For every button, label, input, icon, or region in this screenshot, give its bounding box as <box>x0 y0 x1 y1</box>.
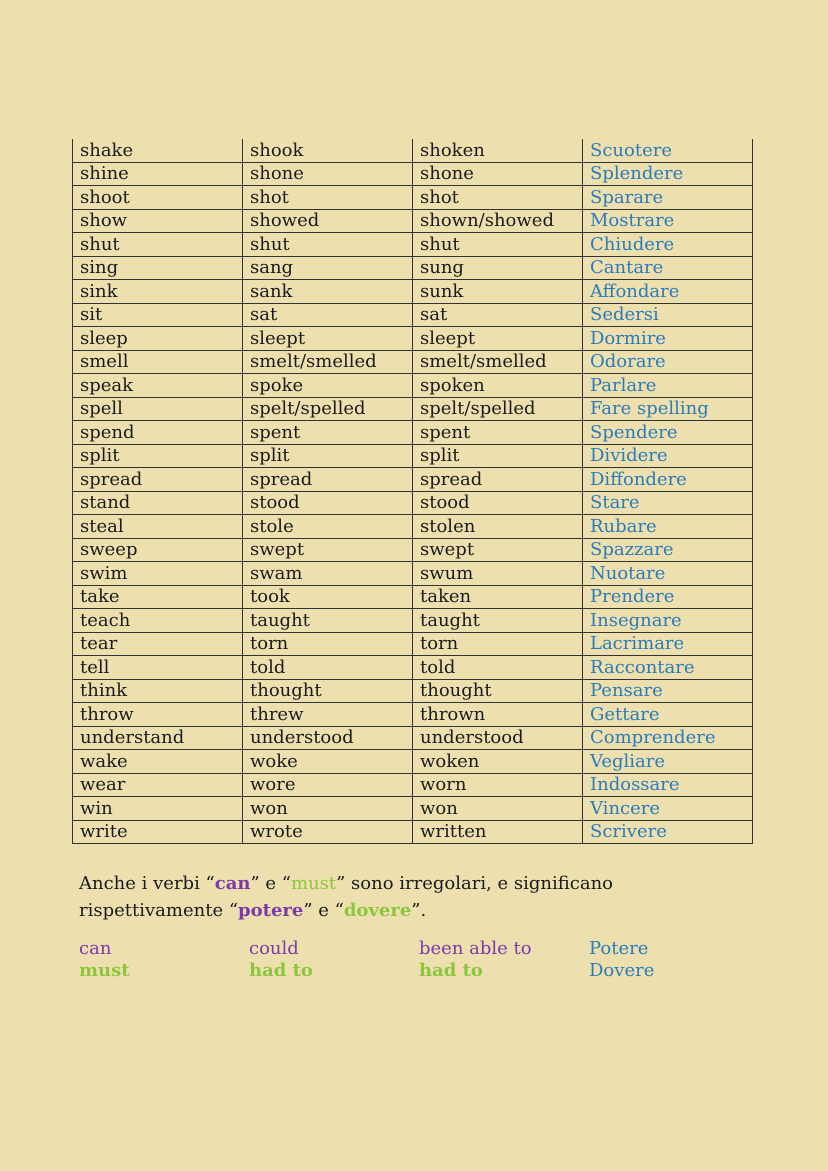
verb-past-simple: torn <box>243 632 413 656</box>
verb-row <box>73 444 753 468</box>
verb-base-form: shoot <box>73 186 243 210</box>
verb-base-form: shut <box>73 233 243 257</box>
verb-row <box>73 350 753 374</box>
verb-past-participle: sleept <box>413 327 583 351</box>
verb-base-form: stand <box>73 491 243 515</box>
verb-translation: Indossare <box>583 773 753 797</box>
verb-past-simple: woke <box>243 750 413 774</box>
verb-row <box>73 703 753 727</box>
verb-base-form: sweep <box>73 538 243 562</box>
verb-base-form: throw <box>73 703 243 727</box>
verb-row <box>73 421 753 445</box>
verb-row <box>73 468 753 492</box>
verb-past-participle: stolen <box>413 515 583 539</box>
verb-row <box>73 609 753 633</box>
irregular-verbs-table <box>72 139 753 844</box>
verb-translation: Sedersi <box>583 303 753 327</box>
verb-past-participle: swept <box>413 538 583 562</box>
verb-base-form: win <box>73 797 243 821</box>
verb-row <box>73 585 753 609</box>
verb-row <box>73 773 753 797</box>
verb-past-participle: told <box>413 656 583 680</box>
note-must: must <box>290 873 337 894</box>
verb-row <box>73 233 753 257</box>
verb-past-simple: shone <box>243 162 413 186</box>
modal-must-participle: had to <box>419 960 483 981</box>
verb-base-form: spell <box>73 397 243 421</box>
verb-past-participle: won <box>413 797 583 821</box>
note-text-4: ” e “ <box>303 900 344 921</box>
verb-translation: Spendere <box>583 421 753 445</box>
modal-must-translation: Dovere <box>589 960 655 981</box>
verb-past-simple: wrote <box>243 820 413 844</box>
verb-past-participle: woken <box>413 750 583 774</box>
verb-translation: Gettare <box>583 703 753 727</box>
modal-verbs-note <box>79 870 739 924</box>
verb-past-simple: shook <box>243 139 413 162</box>
modal-must-past: had to <box>249 960 313 981</box>
verb-past-simple: swept <box>243 538 413 562</box>
verb-past-participle: taken <box>413 585 583 609</box>
verb-past-simple: spoke <box>243 374 413 398</box>
verb-row <box>73 797 753 821</box>
verb-translation: Splendere <box>583 162 753 186</box>
verb-row <box>73 679 753 703</box>
note-potere: potere <box>238 900 304 921</box>
verb-translation: Nuotare <box>583 562 753 586</box>
verb-row <box>73 256 753 280</box>
note-text-1: Anche i verbi “ <box>79 873 215 894</box>
verb-translation: Dividere <box>583 444 753 468</box>
verb-past-simple: sleept <box>243 327 413 351</box>
verb-past-participle: sunk <box>413 280 583 304</box>
verb-past-simple: sank <box>243 280 413 304</box>
verb-base-form: sing <box>73 256 243 280</box>
verb-base-form: shine <box>73 162 243 186</box>
verb-row <box>73 820 753 844</box>
verb-past-participle: split <box>413 444 583 468</box>
verb-past-participle: spoken <box>413 374 583 398</box>
modal-can-translation: Potere <box>589 938 649 959</box>
verb-past-simple: took <box>243 585 413 609</box>
verb-base-form: wake <box>73 750 243 774</box>
verb-translation: Vegliare <box>583 750 753 774</box>
verb-past-participle: spent <box>413 421 583 445</box>
verb-translation: Lacrimare <box>583 632 753 656</box>
modal-can-base: can <box>79 938 112 959</box>
verb-base-form: spread <box>73 468 243 492</box>
verb-translation: Pensare <box>583 679 753 703</box>
modal-must-base: must <box>79 960 130 981</box>
verb-base-form: shake <box>73 139 243 162</box>
verb-base-form: steal <box>73 515 243 539</box>
verb-row <box>73 397 753 421</box>
note-text-5: ”. <box>411 900 427 921</box>
verb-past-participle: shot <box>413 186 583 210</box>
verb-past-simple: thought <box>243 679 413 703</box>
verb-base-form: split <box>73 444 243 468</box>
verb-past-participle: shone <box>413 162 583 186</box>
verb-past-simple: spent <box>243 421 413 445</box>
note-can: can <box>214 873 251 894</box>
verb-past-participle: worn <box>413 773 583 797</box>
verb-base-form: tear <box>73 632 243 656</box>
verb-translation: Affondare <box>583 280 753 304</box>
verb-row <box>73 374 753 398</box>
verb-past-simple: swam <box>243 562 413 586</box>
verb-translation: Stare <box>583 491 753 515</box>
verb-translation: Raccontare <box>583 656 753 680</box>
note-text-3: ” sono irregolari, e significano rispettivamente “ <box>79 873 614 921</box>
verb-past-participle: swum <box>413 562 583 586</box>
verb-past-participle: sat <box>413 303 583 327</box>
verb-past-participle: smelt/smelled <box>413 350 583 374</box>
verb-base-form: wear <box>73 773 243 797</box>
verb-translation: Fare spelling <box>583 397 753 421</box>
verb-translation: Scrivere <box>583 820 753 844</box>
verb-past-simple: threw <box>243 703 413 727</box>
verb-past-participle: thought <box>413 679 583 703</box>
verb-past-participle: shown/showed <box>413 209 583 233</box>
verb-past-simple: told <box>243 656 413 680</box>
verb-base-form: write <box>73 820 243 844</box>
verb-row <box>73 139 753 162</box>
verb-row <box>73 515 753 539</box>
verb-base-form: take <box>73 585 243 609</box>
verb-past-simple: smelt/smelled <box>243 350 413 374</box>
verb-base-form: understand <box>73 726 243 750</box>
verb-past-simple: split <box>243 444 413 468</box>
verb-translation: Cantare <box>583 256 753 280</box>
verb-past-simple: taught <box>243 609 413 633</box>
verb-past-simple: spelt/spelled <box>243 397 413 421</box>
verb-past-participle: sung <box>413 256 583 280</box>
verb-row <box>73 562 753 586</box>
verb-translation: Parlare <box>583 374 753 398</box>
verb-base-form: think <box>73 679 243 703</box>
verb-past-simple: spread <box>243 468 413 492</box>
verb-translation: Spazzare <box>583 538 753 562</box>
verb-past-simple: understood <box>243 726 413 750</box>
verb-translation: Comprendere <box>583 726 753 750</box>
verb-past-simple: won <box>243 797 413 821</box>
modal-can-past: could <box>249 938 299 959</box>
verb-base-form: sit <box>73 303 243 327</box>
verb-base-form: sleep <box>73 327 243 351</box>
verb-past-participle: understood <box>413 726 583 750</box>
verb-translation: Rubare <box>583 515 753 539</box>
verb-base-form: smell <box>73 350 243 374</box>
verb-translation: Dormire <box>583 327 753 351</box>
verb-translation: Mostrare <box>583 209 753 233</box>
verb-past-simple: showed <box>243 209 413 233</box>
verb-row <box>73 280 753 304</box>
verb-translation: Vincere <box>583 797 753 821</box>
verb-translation: Diffondere <box>583 468 753 492</box>
verb-translation: Prendere <box>583 585 753 609</box>
verb-row <box>73 327 753 351</box>
verb-base-form: show <box>73 209 243 233</box>
verb-past-participle: spelt/spelled <box>413 397 583 421</box>
verb-past-simple: stole <box>243 515 413 539</box>
verb-past-simple: sat <box>243 303 413 327</box>
verb-base-form: sink <box>73 280 243 304</box>
verb-base-form: spend <box>73 421 243 445</box>
verb-translation: Scuotere <box>583 139 753 162</box>
verb-past-participle: shut <box>413 233 583 257</box>
verb-past-simple: sang <box>243 256 413 280</box>
verb-past-participle: shoken <box>413 139 583 162</box>
verb-past-participle: spread <box>413 468 583 492</box>
verb-past-simple: shot <box>243 186 413 210</box>
verb-translation: Odorare <box>583 350 753 374</box>
verb-row <box>73 186 753 210</box>
verb-past-simple: stood <box>243 491 413 515</box>
note-dovere: dovere <box>343 900 412 921</box>
verb-past-participle: torn <box>413 632 583 656</box>
modal-can-participle: been able to <box>419 938 532 959</box>
verb-row <box>73 632 753 656</box>
verb-row <box>73 726 753 750</box>
verb-translation: Insegnare <box>583 609 753 633</box>
verb-base-form: teach <box>73 609 243 633</box>
verb-past-simple: shut <box>243 233 413 257</box>
verb-row <box>73 209 753 233</box>
verb-translation: Chiudere <box>583 233 753 257</box>
verb-row <box>73 162 753 186</box>
verb-translation: Sparare <box>583 186 753 210</box>
verb-table-body <box>73 139 753 844</box>
verb-past-participle: written <box>413 820 583 844</box>
verb-past-participle: stood <box>413 491 583 515</box>
verb-row <box>73 538 753 562</box>
verb-row <box>73 656 753 680</box>
note-text-2: ” e “ <box>250 873 291 894</box>
verb-base-form: tell <box>73 656 243 680</box>
verb-row <box>73 750 753 774</box>
verb-past-participle: thrown <box>413 703 583 727</box>
verb-row <box>73 491 753 515</box>
verb-base-form: swim <box>73 562 243 586</box>
verb-past-participle: taught <box>413 609 583 633</box>
verb-base-form: speak <box>73 374 243 398</box>
verb-row <box>73 303 753 327</box>
verb-past-simple: wore <box>243 773 413 797</box>
